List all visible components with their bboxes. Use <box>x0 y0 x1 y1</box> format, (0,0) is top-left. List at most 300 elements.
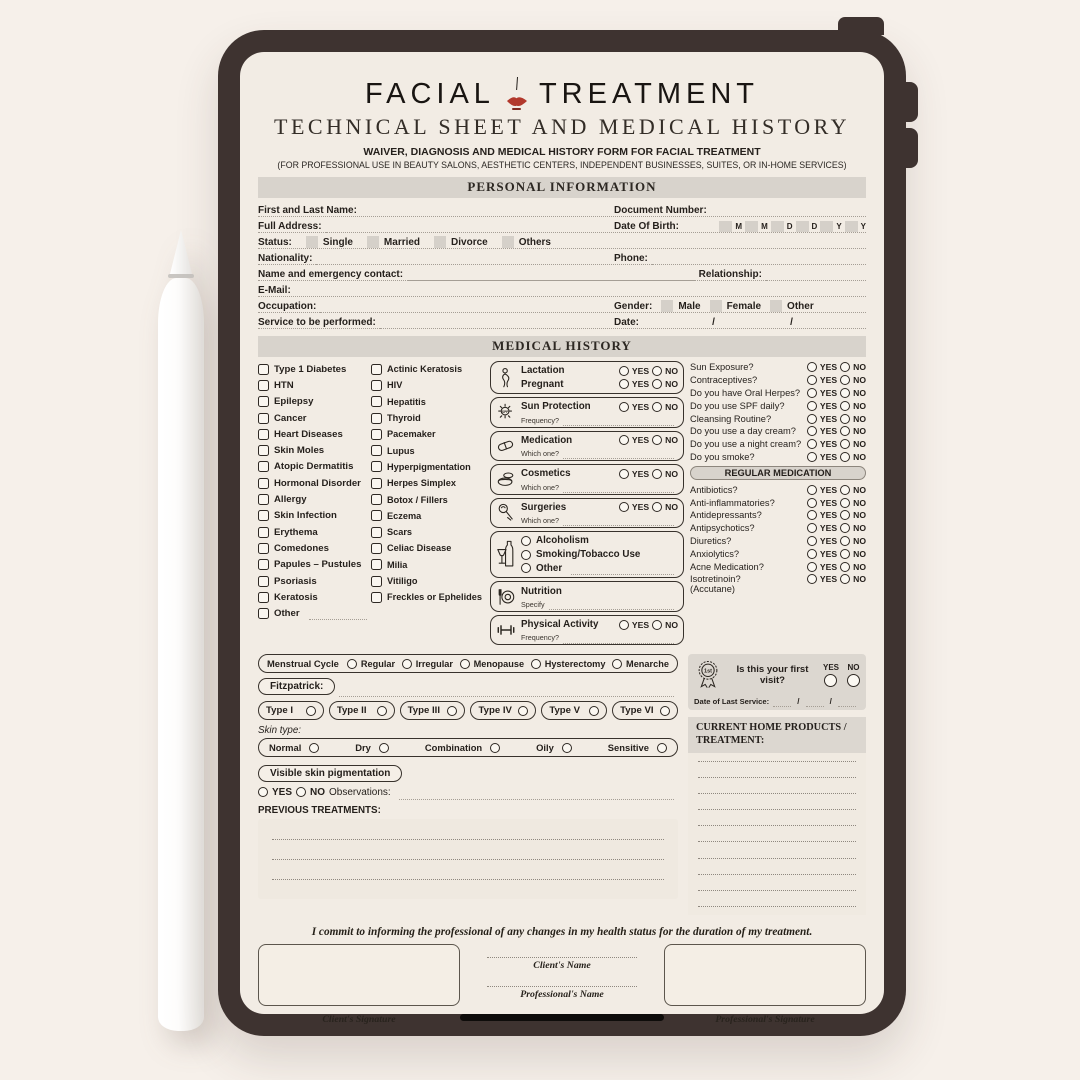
svg-text:SPF: SPF <box>501 410 509 415</box>
condition-label: Type 1 Diabetes <box>274 363 347 375</box>
question-no-radio[interactable] <box>840 401 850 411</box>
fitzpatrick-type-pill[interactable] <box>541 701 607 720</box>
cycle-radio[interactable] <box>460 659 470 669</box>
fitzpatrick-type-pill[interactable] <box>470 701 536 720</box>
condition-checkbox[interactable] <box>371 380 382 391</box>
condition-label: Actinic Keratosis <box>387 364 463 375</box>
no-label: NO <box>853 387 866 398</box>
condition-checkbox[interactable] <box>258 559 269 570</box>
question-label: Do you use a day cream? <box>690 426 796 437</box>
usage-line: (FOR PROFESSIONAL USE IN BEAUTY SALONS, AESTHETIC CENTERS, INDEPENDENT BUSINESSES, SUITES, OR IN-HOME SERVICES) <box>277 160 847 170</box>
no-label: NO <box>665 435 678 446</box>
surgeries-which-input[interactable] <box>563 514 674 526</box>
fitzpatrick-type-pill[interactable] <box>400 701 466 720</box>
cycle-option <box>347 659 395 669</box>
volume-down-button[interactable] <box>904 128 918 168</box>
condition-checkbox[interactable] <box>371 543 382 554</box>
yes-label: YES <box>819 510 838 521</box>
writing-line[interactable] <box>698 761 856 762</box>
pregnant-label: Pregnant <box>521 378 564 390</box>
habit-row <box>521 534 678 548</box>
skin-type-radio[interactable] <box>562 743 572 753</box>
writing-line[interactable] <box>272 879 664 880</box>
yes-label: YES <box>819 574 838 585</box>
writing-line[interactable] <box>698 890 856 891</box>
last-service-day-input[interactable] <box>773 695 791 707</box>
question-row <box>690 387 866 400</box>
habit-label: Smoking/Tobacco Use <box>536 549 641 561</box>
email-row <box>258 281 866 297</box>
no-label: NO <box>853 510 866 521</box>
emergency-row <box>258 265 866 281</box>
condition-checkbox[interactable] <box>371 559 382 570</box>
condition-checkbox[interactable] <box>258 396 269 407</box>
condition-row <box>371 475 484 491</box>
status-option <box>353 236 420 248</box>
full-address-label: Full Address: <box>258 221 322 232</box>
status-checkbox[interactable] <box>434 236 446 248</box>
nationality-input[interactable] <box>316 253 610 265</box>
question-yes-radio[interactable] <box>807 401 817 411</box>
skin-type-label: Skin type: <box>258 725 302 737</box>
nationality-row <box>258 249 866 265</box>
medication-yes-radio[interactable] <box>807 574 817 584</box>
sun-frequency-input[interactable] <box>563 414 674 426</box>
skin-type-option <box>608 742 667 753</box>
pigmentation-no-radio[interactable] <box>296 787 306 797</box>
condition-label: Cancer <box>274 412 307 424</box>
sun-yes-radio[interactable] <box>619 402 629 412</box>
sun-no-radio[interactable] <box>652 402 662 412</box>
activity-frequency-input[interactable] <box>563 632 674 644</box>
fitzpatrick-type-radio[interactable] <box>306 706 316 716</box>
medication-yes-radio[interactable] <box>807 510 817 520</box>
relationship-label: Relationship: <box>698 269 762 280</box>
dob-letter: Y <box>860 222 866 231</box>
condition-checkbox[interactable] <box>258 364 269 375</box>
status-checkbox[interactable] <box>502 236 514 248</box>
nationality-label: Nationality: <box>258 253 313 264</box>
yes-label: YES <box>631 401 650 412</box>
client-name-input[interactable] <box>487 950 637 958</box>
medication-question-row <box>690 509 866 522</box>
condition-row <box>371 426 484 442</box>
occupation-row <box>258 297 866 313</box>
gender-checkbox[interactable] <box>661 300 673 312</box>
medication-no-radio[interactable] <box>840 485 850 495</box>
cycle-radio[interactable] <box>347 659 357 669</box>
condition-label: Hormonal Disorder <box>274 477 361 489</box>
condition-row <box>371 491 484 507</box>
fitzpatrick-type-radio[interactable] <box>589 706 599 716</box>
question-row <box>690 412 866 425</box>
question-yes-radio[interactable] <box>807 388 817 398</box>
question-yes-radio[interactable] <box>807 362 817 372</box>
condition-label: Milia <box>387 559 408 570</box>
habit-radio[interactable] <box>521 550 531 560</box>
date-month-input[interactable] <box>721 317 784 329</box>
dob-digit-box[interactable] <box>820 221 833 232</box>
cycle-radio[interactable] <box>531 659 541 669</box>
no-label: NO <box>853 548 866 559</box>
question-no-radio[interactable] <box>840 452 850 462</box>
condition-checkbox[interactable] <box>371 445 382 456</box>
dob-digit-box[interactable] <box>771 221 784 232</box>
emergency-input[interactable] <box>407 269 695 281</box>
question-label: Do you have Oral Herpes? <box>690 387 801 398</box>
condition-checkbox[interactable] <box>258 576 269 587</box>
question-label: Contraceptives? <box>690 375 758 386</box>
document-number-label: Document Number: <box>614 205 707 216</box>
question-no-radio[interactable] <box>840 414 850 424</box>
medication-yes-radio[interactable] <box>807 549 817 559</box>
pencil-body <box>158 278 204 1031</box>
question-yes-radio[interactable] <box>807 426 817 436</box>
writing-line[interactable] <box>698 874 856 875</box>
medication-question-row <box>690 535 866 548</box>
medication-no-radio[interactable] <box>840 574 850 584</box>
habit-row <box>521 562 678 576</box>
fitzpatrick-type-radio[interactable] <box>660 706 670 716</box>
condition-row <box>258 573 371 589</box>
first-visit-no-radio[interactable] <box>847 674 860 687</box>
signature-labels-row <box>258 1009 866 1027</box>
status-other-input[interactable] <box>555 237 862 249</box>
condition-checkbox[interactable] <box>371 364 382 375</box>
medication-no-radio[interactable] <box>840 523 850 533</box>
condition-checkbox[interactable] <box>371 510 382 521</box>
activity-yes-radio[interactable] <box>619 620 629 630</box>
writing-line[interactable] <box>698 777 856 778</box>
professional-name-input[interactable] <box>487 979 637 987</box>
menstrual-cycle-label: Menstrual Cycle <box>267 658 339 670</box>
occupation-input[interactable] <box>320 301 610 313</box>
question-no-radio[interactable] <box>840 439 850 449</box>
gender-checkbox[interactable] <box>770 300 782 312</box>
yes-label: YES <box>819 535 838 546</box>
last-service-label: Date of Last Service: <box>694 697 770 707</box>
habit-radio[interactable] <box>521 536 531 546</box>
medication-no-radio[interactable] <box>840 498 850 508</box>
condition-checkbox[interactable] <box>258 380 269 391</box>
home-indicator[interactable] <box>460 1014 664 1021</box>
fitzpatrick-type-pill[interactable] <box>258 701 324 720</box>
yes-label: YES <box>819 400 838 411</box>
occupation-label: Occupation: <box>258 301 317 312</box>
pigmentation-yes-radio[interactable] <box>258 787 268 797</box>
condition-label: Lupus <box>387 445 415 456</box>
tablet-screen <box>240 52 884 1025</box>
general-questions <box>690 361 866 463</box>
dob-digit-box[interactable] <box>719 221 732 232</box>
medication-no-radio[interactable] <box>652 435 662 445</box>
first-last-name-input[interactable] <box>361 205 610 217</box>
scalpel-icon <box>496 502 516 524</box>
skin-type-radio[interactable] <box>309 743 319 753</box>
medication-question-label: Isotretinoin? <box>690 574 741 585</box>
full-address-input[interactable] <box>326 221 610 233</box>
medication-no-radio[interactable] <box>840 510 850 520</box>
gender-option-label: Male <box>678 301 701 312</box>
condition-label: Hepatitis <box>387 396 426 407</box>
condition-checkbox[interactable] <box>258 494 269 505</box>
condition-label: Skin Moles <box>274 445 325 457</box>
habit-other-input[interactable] <box>571 563 674 575</box>
document-number-input[interactable] <box>711 205 862 217</box>
skin-profile-section <box>258 654 678 915</box>
pregnant-no-radio[interactable] <box>652 379 662 389</box>
condition-row <box>258 442 371 458</box>
last-service-month-input[interactable] <box>806 695 824 707</box>
question-no-radio[interactable] <box>840 426 850 436</box>
observations-label: Observations: <box>329 787 391 799</box>
condition-checkbox[interactable] <box>371 413 382 424</box>
professional-signature-label: Professional's Signature <box>715 1013 815 1025</box>
fitzpatrick-type-label: Type II <box>336 705 367 717</box>
medication-questions <box>690 483 866 585</box>
cosmetics-jar-icon <box>496 468 516 490</box>
date-slash: / <box>712 317 715 328</box>
cosmetics-yes-radio[interactable] <box>619 469 629 479</box>
no-label: NO <box>853 439 866 450</box>
condition-row <box>371 573 484 589</box>
no-label: NO <box>853 484 866 495</box>
question-no-radio[interactable] <box>840 375 850 385</box>
pregnant-icon <box>496 367 516 389</box>
cosmetics-no-radio[interactable] <box>652 469 662 479</box>
medication-card <box>490 431 684 462</box>
gender-checkbox[interactable] <box>710 300 722 312</box>
medication-question-row <box>690 496 866 509</box>
condition-label: HIV <box>387 380 403 391</box>
cycle-option-label: Hysterectomy <box>544 658 606 669</box>
volume-up-button[interactable] <box>904 82 918 122</box>
writing-line[interactable] <box>272 839 664 840</box>
condition-row <box>258 508 371 524</box>
regular-medication-header: REGULAR MEDICATION <box>690 466 866 480</box>
cycle-option-label: Regular <box>360 658 396 669</box>
activity-no-radio[interactable] <box>652 620 662 630</box>
condition-checkbox[interactable] <box>371 494 382 505</box>
writing-line[interactable] <box>698 841 856 842</box>
date-slash: / <box>790 317 793 328</box>
date-day-input[interactable] <box>643 317 706 329</box>
condition-row-other <box>258 605 371 621</box>
dob-letter: Y <box>836 222 842 231</box>
condition-checkbox[interactable] <box>258 543 269 554</box>
no-label: NO <box>853 413 866 424</box>
question-yes-radio[interactable] <box>807 414 817 424</box>
condition-checkbox[interactable] <box>258 413 269 424</box>
power-button[interactable] <box>838 17 884 35</box>
cycle-radio[interactable] <box>612 659 622 669</box>
condition-checkbox[interactable] <box>258 510 269 521</box>
fitzpatrick-type-radio[interactable] <box>377 706 387 716</box>
accutane-note: (Accutane) <box>690 583 735 594</box>
yes-label: YES <box>819 375 838 386</box>
fitzpatrick-type-label: Type III <box>407 705 440 717</box>
condition-checkbox[interactable] <box>258 608 269 619</box>
condition-row <box>258 361 371 377</box>
no-label: NO <box>853 375 866 386</box>
yes-label: YES <box>272 787 293 799</box>
condition-checkbox[interactable] <box>371 527 382 538</box>
condition-label: Thyroid <box>387 413 421 424</box>
lactation-pregnant-card <box>490 361 684 394</box>
email-label: E-Mail: <box>258 285 291 296</box>
medication-no-radio[interactable] <box>840 562 850 572</box>
fitzpatrick-type-radio[interactable] <box>518 706 528 716</box>
conditions-column-2 <box>371 361 484 648</box>
medical-history-header: MEDICAL HISTORY <box>258 336 866 357</box>
signature-row <box>258 944 866 1006</box>
fitzpatrick-types <box>258 701 678 720</box>
lactation-no-radio[interactable] <box>652 366 662 376</box>
medication-yes-radio[interactable] <box>807 536 817 546</box>
question-row <box>690 425 866 438</box>
condition-checkbox[interactable] <box>258 527 269 538</box>
question-yes-radio[interactable] <box>807 439 817 449</box>
question-yes-radio[interactable] <box>807 375 817 385</box>
phone-input[interactable] <box>652 253 862 265</box>
surgeries-no-radio[interactable] <box>652 502 662 512</box>
writing-line[interactable] <box>698 825 856 826</box>
fitzpatrick-type-radio[interactable] <box>447 706 457 716</box>
dob-digit-box[interactable] <box>796 221 809 232</box>
client-signature-box[interactable] <box>258 944 460 1006</box>
skin-type-radio[interactable] <box>490 743 500 753</box>
condition-row <box>371 361 484 377</box>
cosmetics-label: Cosmetics <box>521 468 571 480</box>
writing-line[interactable] <box>698 809 856 810</box>
condition-label: Keratosis <box>274 591 318 603</box>
medication-label: Medication <box>521 434 573 446</box>
other-condition-input[interactable] <box>309 608 367 620</box>
condition-checkbox[interactable] <box>258 461 269 472</box>
observations-input[interactable] <box>399 788 674 800</box>
pill-icon <box>496 435 516 457</box>
yes-label: YES <box>822 663 839 673</box>
yes-label: YES <box>819 413 838 424</box>
last-service-year-input[interactable] <box>838 695 856 707</box>
yes-label: YES <box>819 362 838 373</box>
condition-checkbox[interactable] <box>371 396 382 407</box>
habit-options <box>521 534 678 575</box>
question-no-radio[interactable] <box>840 362 850 372</box>
question-label: Do you use SPF daily? <box>690 400 785 411</box>
medication-yes-radio[interactable] <box>807 562 817 572</box>
relationship-input[interactable] <box>766 269 862 281</box>
condition-checkbox[interactable] <box>371 478 382 489</box>
email-input[interactable] <box>295 285 862 297</box>
condition-label: Skin Infection <box>274 510 337 522</box>
condition-row <box>371 442 484 458</box>
condition-checkbox[interactable] <box>371 429 382 440</box>
writing-line[interactable] <box>698 858 856 859</box>
conditions-checklist <box>258 361 484 648</box>
status-row <box>258 233 866 249</box>
question-no-radio[interactable] <box>840 388 850 398</box>
status-checkbox[interactable] <box>367 236 379 248</box>
question-label: Do you smoke? <box>690 451 755 462</box>
medication-yes-radio[interactable] <box>807 498 817 508</box>
condition-checkbox[interactable] <box>258 429 269 440</box>
surgeries-yes-radio[interactable] <box>619 502 629 512</box>
medical-history-section <box>258 361 866 648</box>
no-label: NO <box>853 561 866 572</box>
habit-label: Other <box>536 562 563 574</box>
medication-yes-radio[interactable] <box>619 435 629 445</box>
lactation-yes-radio[interactable] <box>619 366 629 376</box>
medication-no-radio[interactable] <box>840 536 850 546</box>
fitzpatrick-input[interactable] <box>339 685 674 697</box>
condition-checkbox[interactable] <box>371 461 382 472</box>
condition-label: Scars <box>387 527 413 538</box>
skin-type-radio[interactable] <box>657 743 667 753</box>
condition-checkbox[interactable] <box>258 478 269 489</box>
dob-digit-box[interactable] <box>745 221 758 232</box>
cosmetics-card <box>490 464 684 495</box>
condition-row <box>371 410 484 426</box>
medication-yes-radio[interactable] <box>807 523 817 533</box>
condition-checkbox[interactable] <box>371 592 382 603</box>
writing-line[interactable] <box>698 906 856 907</box>
pigmentation-row <box>258 763 678 782</box>
habit-radio[interactable] <box>521 563 531 573</box>
skin-type-radio[interactable] <box>379 743 389 753</box>
medication-which-input[interactable] <box>563 447 674 459</box>
personal-info-section <box>258 201 866 329</box>
observations-row <box>258 787 678 798</box>
condition-checkbox[interactable] <box>371 576 382 587</box>
status-checkbox[interactable] <box>306 236 318 248</box>
waiver-line: WAIVER, DIAGNOSIS AND MEDICAL HISTORY FORM FOR FACIAL TREATMENT <box>363 146 761 158</box>
first-visit-yes-radio[interactable] <box>824 674 837 687</box>
visit-column <box>688 654 866 915</box>
skin-type-option <box>355 742 389 753</box>
question-row <box>690 361 866 374</box>
medication-no-radio[interactable] <box>840 549 850 559</box>
skin-type-option <box>536 742 572 753</box>
surgeries-label: Surgeries <box>521 501 567 513</box>
medication-question-label: Diuretics? <box>690 535 732 546</box>
condition-checkbox[interactable] <box>258 445 269 456</box>
yes-label: YES <box>819 561 838 572</box>
question-yes-radio[interactable] <box>807 452 817 462</box>
condition-row <box>371 557 484 573</box>
pregnant-yes-radio[interactable] <box>619 379 629 389</box>
yes-label: YES <box>819 548 838 559</box>
cycle-radio[interactable] <box>402 659 412 669</box>
dob-digit-box[interactable] <box>845 221 858 232</box>
fitzpatrick-type-pill[interactable] <box>612 701 678 720</box>
service-input[interactable] <box>380 317 610 329</box>
condition-label: Erythema <box>274 526 318 538</box>
apple-pencil <box>158 230 204 1035</box>
nutrition-specify-input[interactable] <box>549 598 674 610</box>
professional-signature-box[interactable] <box>664 944 866 1006</box>
previous-treatments-label: PREVIOUS TREATMENTS: <box>258 805 381 817</box>
medication-yes-radio[interactable] <box>807 485 817 495</box>
condition-checkbox[interactable] <box>258 592 269 603</box>
writing-line[interactable] <box>698 793 856 794</box>
condition-row <box>258 394 371 410</box>
writing-line[interactable] <box>272 859 664 860</box>
condition-label: Comedones <box>274 542 329 554</box>
fitzpatrick-type-pill[interactable] <box>329 701 395 720</box>
date-year-input[interactable] <box>799 317 862 329</box>
cosmetics-which-input[interactable] <box>563 481 674 493</box>
